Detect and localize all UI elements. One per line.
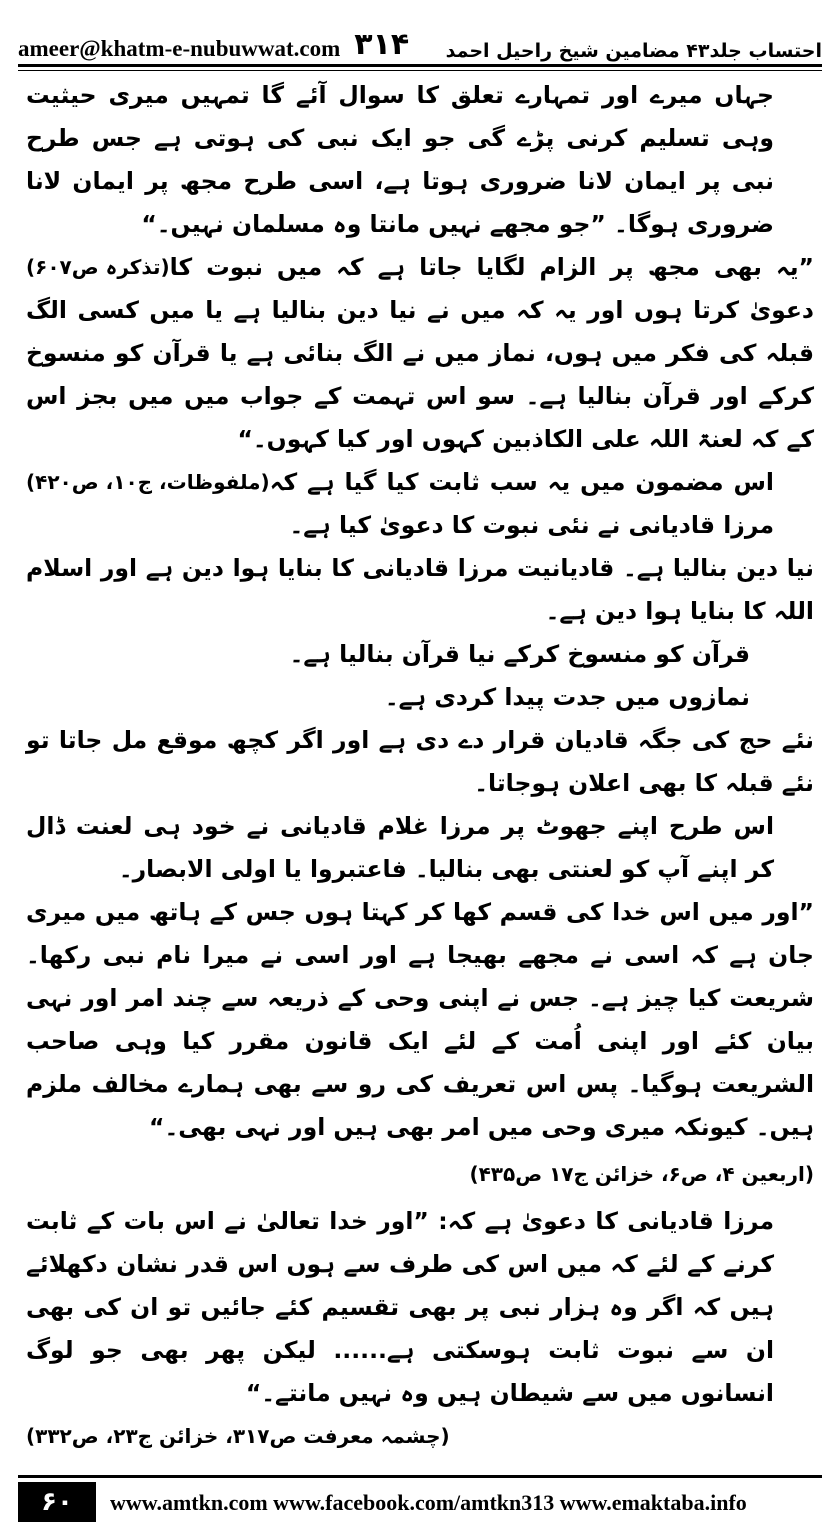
paragraph: قرآن کو منسوخ کرکے نیا قرآن بنالیا ہے۔ <box>289 640 750 668</box>
paragraph-text: ”اور میں اس خدا کی قسم کھا کر کہتا ہوں جس کے ہاتھ میں میری جان ہے کہ اسی نے مجھے بھیجا ہے اور اسی نے میرا نام نبی رکھا۔ شریعت کیا چیز ہے۔ جس نے اپنی وحی کے ذریعہ سے چند امر اور نہی بیان کئے اور اپنی اُمت کے لئے ایک قانون مقرر کیا وہی صاحب الشریعت ہوگیا۔ پس اس تعریف کی رو سے بھی ہمارے مخالف ملزم ہیں۔ کیونکہ میری وحی میں امر بھی ہیں اور نہی بھی۔“ <box>26 898 814 1141</box>
page-header <box>18 12 822 62</box>
header-email: ameer@khatm-e-nubuwwat.com <box>18 36 341 61</box>
page-footer <box>18 1475 822 1522</box>
paragraph: اس مضمون میں یہ سب ثابت کیا گیا ہے کہ مرزا قادیانی نے نئی نبوت کا دعویٰ کیا ہے۔ <box>269 468 774 539</box>
paragraph <box>26 891 814 1149</box>
header-title: احتساب جلد۴۳ مضامین شیخ راحیل احمد <box>445 40 822 62</box>
paragraph-text: ”یہ بھی مجھ پر الزام لگایا جاتا ہے کہ میں نبوت کا دعویٰ کرتا ہوں اور یہ کہ میں نے نیا دین بنالیا ہے یا میں کسی الگ قبلہ کی فکر میں ہوں، نماز میں نے الگ بنائی ہے یا قرآن کو منسوخ کرکے اور قرآن بنالیا ہے۔ سو اس تہمت کے جواب میں میں بجز اس کے کہ لعنۃ اللہ علی الکاذبین کہوں اور کیا کہوں۔“ <box>26 253 814 453</box>
header-left <box>18 27 409 62</box>
paragraph: نئے حج کی جگہ قادیان قرار دے دی ہے اور اگر کچھ موقع مل جاتا تو نئے قبلہ کا بھی اعلان ہوجاتا۔ <box>26 726 814 797</box>
page-content <box>26 74 814 1462</box>
paragraph-text: مرزا قادیانی کا دعویٰ ہے کہ: ”اور خدا تعالیٰ نے اس بات کے ثابت کرنے کے لئے کہ میں اس کی طرف سے ہوں اس قدر نشان دکھلائے ہیں کہ اگر وہ ہزار نبی پر بھی تقسیم کئے جائیں تو ان کی بھی ان سے نبوت ثابت ہوسکتی ہے...... لیکن پھر بھی جو لوگ انسانوں میں سے شیطان ہیں وہ نہیں مانتے۔“ <box>26 1207 774 1407</box>
paragraph: نمازوں میں جدت پیدا کردی ہے۔ <box>384 683 750 711</box>
citation: (اربعین ۴، ص۶، خزائن ج۱۷ ص۴۳۵) <box>469 1162 814 1186</box>
citation: (ملفوظات، ج۱۰، ص۴۲۰) <box>26 470 270 494</box>
paragraph <box>26 74 814 279</box>
footer-links[interactable]: www.amtkn.com www.facebook.com/amtkn313 www.emaktaba.info <box>110 1490 747 1515</box>
citation: (تذکرہ ص۶۰۷) <box>26 255 170 279</box>
citation: (چشمہ معرفت ص۳۱۷، خزائن ج۲۳، ص۳۳۲) <box>26 1424 450 1448</box>
paragraph: نیا دین بنالیا ہے۔ قادیانیت مرزا قادیانی کا بنایا ہوا دین ہے اور اسلام اللہ کا بنایا ہوا دین ہے۔ <box>26 554 814 625</box>
header-page-number: ۳۱۴ <box>354 27 410 62</box>
footer-page-number: ۶۰ <box>18 1482 96 1522</box>
paragraph-text: جہاں میرے اور تمہارے تعلق کا سوال آئے گا تمہیں میری حیثیت وہی تسلیم کرنی پڑے گی جو ایک نبی کی ہوتی ہے جس طرح نبی پر ایمان لانا ضروری ہوتا ہے، اسی طرح مجھ پر ایمان لانا ضروری ہوگا۔ ”جو مجھے نہیں مانتا وہ مسلمان نہیں۔“ <box>26 81 774 238</box>
paragraph: اس طرح اپنے جھوٹ پر مرزا غلام قادیانی نے خود ہی لعنت ڈال کر اپنے آپ کو لعنتی بھی بنالیا۔ فاعتبروا یا اولی الابصار۔ <box>26 812 774 883</box>
header-rule <box>18 64 822 71</box>
paragraph <box>26 1200 814 1448</box>
